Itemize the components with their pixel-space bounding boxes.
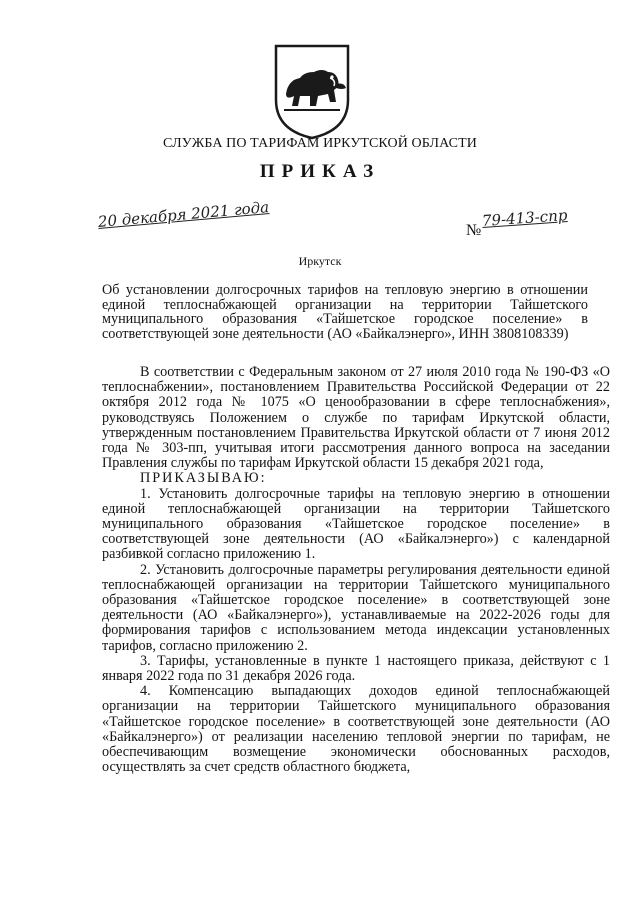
handwritten-order-number: 79-413-спр	[481, 206, 568, 230]
order-body	[102, 365, 610, 775]
order-item-4: 4. Компенсацию выпадающих доходов единой теплоснабжающей организации на территории Тайшетского муниципального образования «Тайшетское городское поселение» в соответствующей зоне деятельности (АО «Байкалэнерго») от реализации населению тепловой энергии по тарифам, не обеспечивающим возмещение экономически обоснованных расходов, осуществлять за счет средств областного бюджета,	[102, 683, 610, 776]
handwritten-date: 20 декабря 2021 года	[97, 198, 270, 231]
document-type-title: ПРИКАЗ	[259, 161, 381, 182]
order-item-1: 1. Установить долгосрочные тарифы на тепловую энергию в отношении единой теплоснабжающей организации на территории Тайшетского муниципального образования «Тайшетское городское поселение» в соответствующей зоне деятельности (АО «Байкалэнерго») с календарной разбивкой согласно приложению 1.	[102, 485, 610, 563]
agency-name: СЛУЖБА ПО ТАРИФАМ ИРКУТСКОЙ ОБЛАСТИ	[163, 136, 477, 151]
number-label: №	[466, 222, 482, 239]
decree-heading: ПРИКАЗЫВАЮ:	[140, 470, 267, 487]
preamble-paragraph: В соответствии с Федеральным законом от 27 июля 2010 года № 190-ФЗ «О теплоснабжении», постановлением Правительства Российской Федерации от 22 октября 2012 года № 1075 «О ценообразовании в сфере теплоснабжения», руководствуясь Положением о службе по тарифам Иркутской области, утвержденным постановлением Правительства Иркутской области от 7 июня 2012 года № 303-пп, учитывая итоги рассмотрения данного вопроса на заседании Правления службы по тарифам Иркутской области 15 декабря 2021 года,	[102, 364, 610, 472]
order-subject: Об установлении долгосрочных тарифов на тепловую энергию в отношении единой теплоснабжающей организации на территории Тайшетского муниципального образования «Тайшетское городское поселение» в соответствующей зоне деятельности (АО «Байкалэнерго», ИНН 3808108339)	[102, 282, 588, 342]
order-item-2: 2. Установить долгосрочные параметры регулирования деятельности единой теплоснабжающей организации на территории Тайшетского муниципального образования «Тайшетское городское поселение» в соответствующей зоне деятельности (АО «Байкалэнерго»), устанавливаемые на 2022-2026 годы для формирования тарифов с использованием метода индексации установленных тарифов, согласно приложению 2.	[102, 561, 610, 654]
coat-of-arms-emblem	[270, 42, 354, 142]
order-item-3: 3. Тарифы, установленные в пункте 1 настоящего приказа, действуют с 1 января 2022 года по 31 декабря 2026 года.	[102, 652, 610, 685]
city-name: Иркутск	[298, 254, 342, 268]
